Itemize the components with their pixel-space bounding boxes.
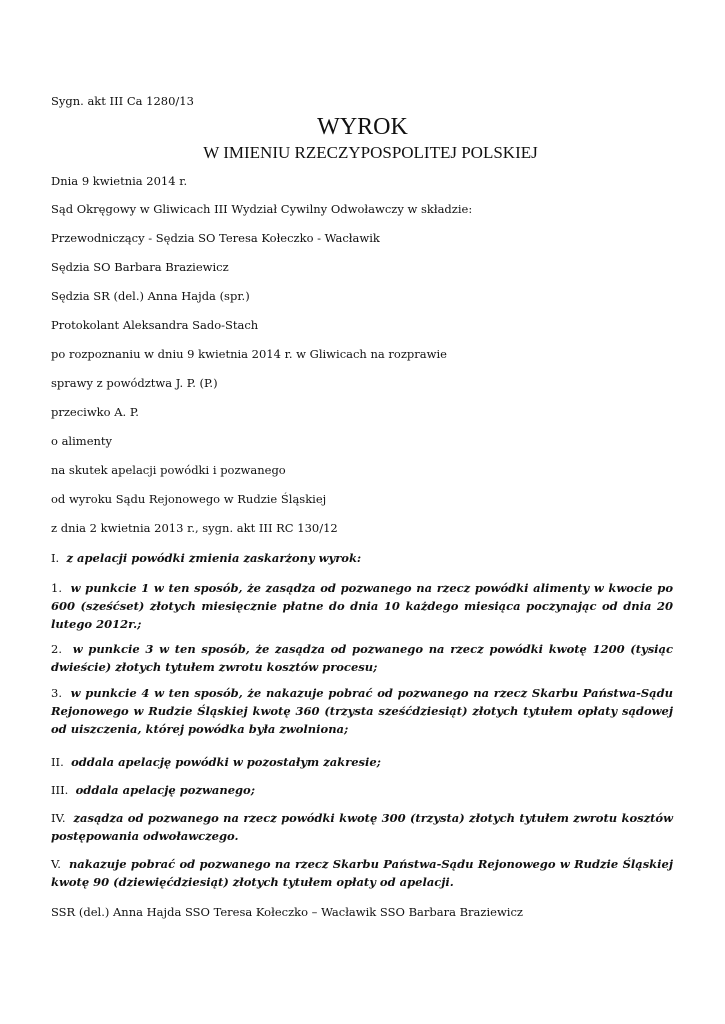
- signatures-line: SSR (del.) Anna Hajda SSO Teresa Kołeczko – Wacławik SSO Barbara Braziewicz: [51, 905, 523, 919]
- judge-line: Sędzia SR (del.) Anna Hajda (spr.): [51, 289, 250, 303]
- ruling-item: [51, 753, 673, 771]
- ruling-item: [51, 809, 673, 845]
- ruling-marker: 3.: [51, 686, 62, 700]
- judge-line: Sędzia SO Barbara Braziewicz: [51, 260, 229, 274]
- ruling-marker: II.: [51, 755, 64, 769]
- appeal-basis-line: na skutek apelacji powódki i pozwanego: [51, 463, 286, 477]
- court-line: Sąd Okręgowy w Gliwicach III Wydział Cywilny Odwoławczy w składzie:: [51, 202, 473, 216]
- chair-line: Przewodniczący - Sędzia SO Teresa Kołeczko - Wacławik: [51, 231, 380, 245]
- ruling-text: z apelacji powódki zmienia zaskarżony wyrok:: [66, 551, 362, 565]
- ruling-text: nakazuje pobrać od pozwanego na rzecz Skarbu Państwa-Sądu Rejonowego w Rudzie Śląskiej kwotę 90 (dziewięćdziesiąt) złotych tytułem opłaty od apelacji.: [51, 857, 673, 889]
- ruling-marker: IV.: [51, 811, 66, 825]
- ruling-marker: 2.: [51, 642, 62, 656]
- ruling-marker: 1.: [51, 581, 62, 595]
- ruling-item: [51, 549, 673, 567]
- ruling-text: w punkcie 4 w ten sposób, że nakazuje pobrać od pozwanego na rzecz Skarbu Państwa-Sądu Rejonowego w Rudzie Śląskiej kwotę 360 (trzysta sześćdziesiąt) złotych tytułem opłaty sądowej od uiszczenia, której powódka była zwolniona;: [51, 686, 673, 736]
- ruling-marker: III.: [51, 783, 69, 797]
- ruling-text: w punkcie 1 w ten sposób, że zasądza od pozwanego na rzecz powódki alimenty w kwocie po 600 (sześćset) złotych miesięcznie płatne do dnia 10 każdego miesiąca poczynając od dnia 20 lutego 2012r.;: [51, 581, 673, 631]
- subject-line: o alimenty: [51, 434, 113, 448]
- case-from-line: sprawy z powództwa J. P. (P.): [51, 376, 218, 390]
- ruling-text: zasądza od pozwanego na rzecz powódki kwotę 300 (trzysta) złotych tytułem zwrotu kosztów postępowania odwoławczego.: [51, 811, 673, 843]
- ruling-item: [51, 781, 673, 799]
- ruling-item: [51, 855, 673, 891]
- judgment-date-line: z dnia 2 kwietnia 2013 r., sygn. akt III RC 130/12: [51, 521, 338, 535]
- hearing-line: po rozpoznaniu w dniu 9 kwietnia 2014 r. w Gliwicach na rozprawie: [51, 347, 447, 361]
- clerk-line: Protokolant Aleksandra Sado-Stach: [51, 318, 259, 332]
- judgment-from-line: od wyroku Sądu Rejonowego w Rudzie Śląskiej: [51, 492, 327, 506]
- ruling-text: w punkcie 3 w ten sposób, że zasądza od pozwanego na rzecz powódki kwotę 1200 (tysiąc dwieście) złotych tytułem zwrotu kosztów procesu;: [51, 642, 673, 674]
- ruling-item: [51, 640, 673, 676]
- case-number: Sygn. akt III Ca 1280/13: [51, 94, 194, 108]
- document-title: WYROK: [317, 114, 408, 140]
- ruling-text: oddala apelację pozwanego;: [75, 783, 255, 797]
- date-line: Dnia 9 kwietnia 2014 r.: [51, 174, 188, 188]
- ruling-text: oddala apelację powódki w pozostałym zakresie;: [71, 755, 381, 769]
- ruling-item: [51, 684, 673, 738]
- ruling-marker: I.: [51, 551, 60, 565]
- ruling-item: [51, 579, 673, 633]
- against-line: przeciwko A. P.: [51, 405, 139, 419]
- ruling-marker: V.: [51, 857, 61, 871]
- document-subtitle: W IMIENIU RZECZYPOSPOLITEJ POLSKIEJ: [203, 143, 538, 162]
